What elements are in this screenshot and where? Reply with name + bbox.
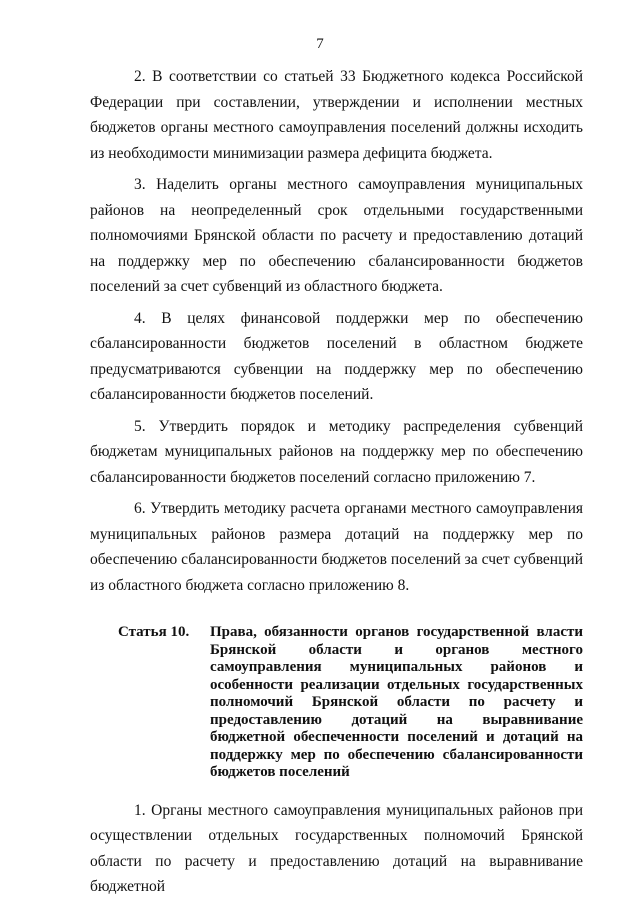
paragraph-5: 5. Утвердить порядок и методику распределения субвенций бюджетам муниципальных районов на поддержку мер по обеспечению сбалансированности бюджетов поселений согласно приложению 7. bbox=[90, 417, 583, 486]
article-heading bbox=[90, 624, 583, 782]
paragraph-2: 2. В соответствии со статьей 33 Бюджетного кодекса Российской Федерации при составлении, утверждении и исполнении местных бюджетов органы местного самоуправления поселений должны исходить из необходимости минимизации размера дефицита бюджета. bbox=[90, 68, 583, 162]
article-title: Права, обязанности органов государственной власти Брянской области и органов местного самоуправления муниципальных районов и особенности реализации отдельных государственных полномочий Брянской области по расчету и предоставлению дотаций на выравнивание бюджетной обеспеченности поселений и дотаций на поддержку мер по обеспечению сбалансированности бюджетов поселений bbox=[210, 624, 583, 780]
article-label: Статья 10. bbox=[118, 624, 190, 640]
article-paragraph-1: 1. Органы местного самоуправления муниципальных районов при осуществлении отдельных государственных полномочий Брянской области по расчету и предоставлению дотаций на выравнивание бюджетной bbox=[90, 801, 583, 895]
document-body bbox=[90, 64, 583, 906]
paragraph-3: 3. Наделить органы местного самоуправления муниципальных районов на неопределенный срок отдельными государственными полномочиями Брянской области по расчету и предоставлению дотаций на поддержку мер по обеспечению сбалансированности бюджетов поселений за счет субвенций из областного бюджета. bbox=[90, 176, 583, 295]
paragraph-6: 6. Утвердить методику расчета органами местного самоуправления муниципальных районов размера дотаций на поддержку мер по обеспечению сбалансированности бюджетов поселений за счет субвенций из областного бюджета согласно приложению 8. bbox=[90, 500, 583, 594]
paragraph-4: 4. В целях финансовой поддержки мер по обеспечению сбалансированности бюджетов поселений в областном бюджете предусматриваются субвенции на поддержку мер по обеспечению сбалансированности бюджетов поселений. bbox=[90, 309, 583, 403]
page-number: 7 bbox=[316, 36, 324, 52]
